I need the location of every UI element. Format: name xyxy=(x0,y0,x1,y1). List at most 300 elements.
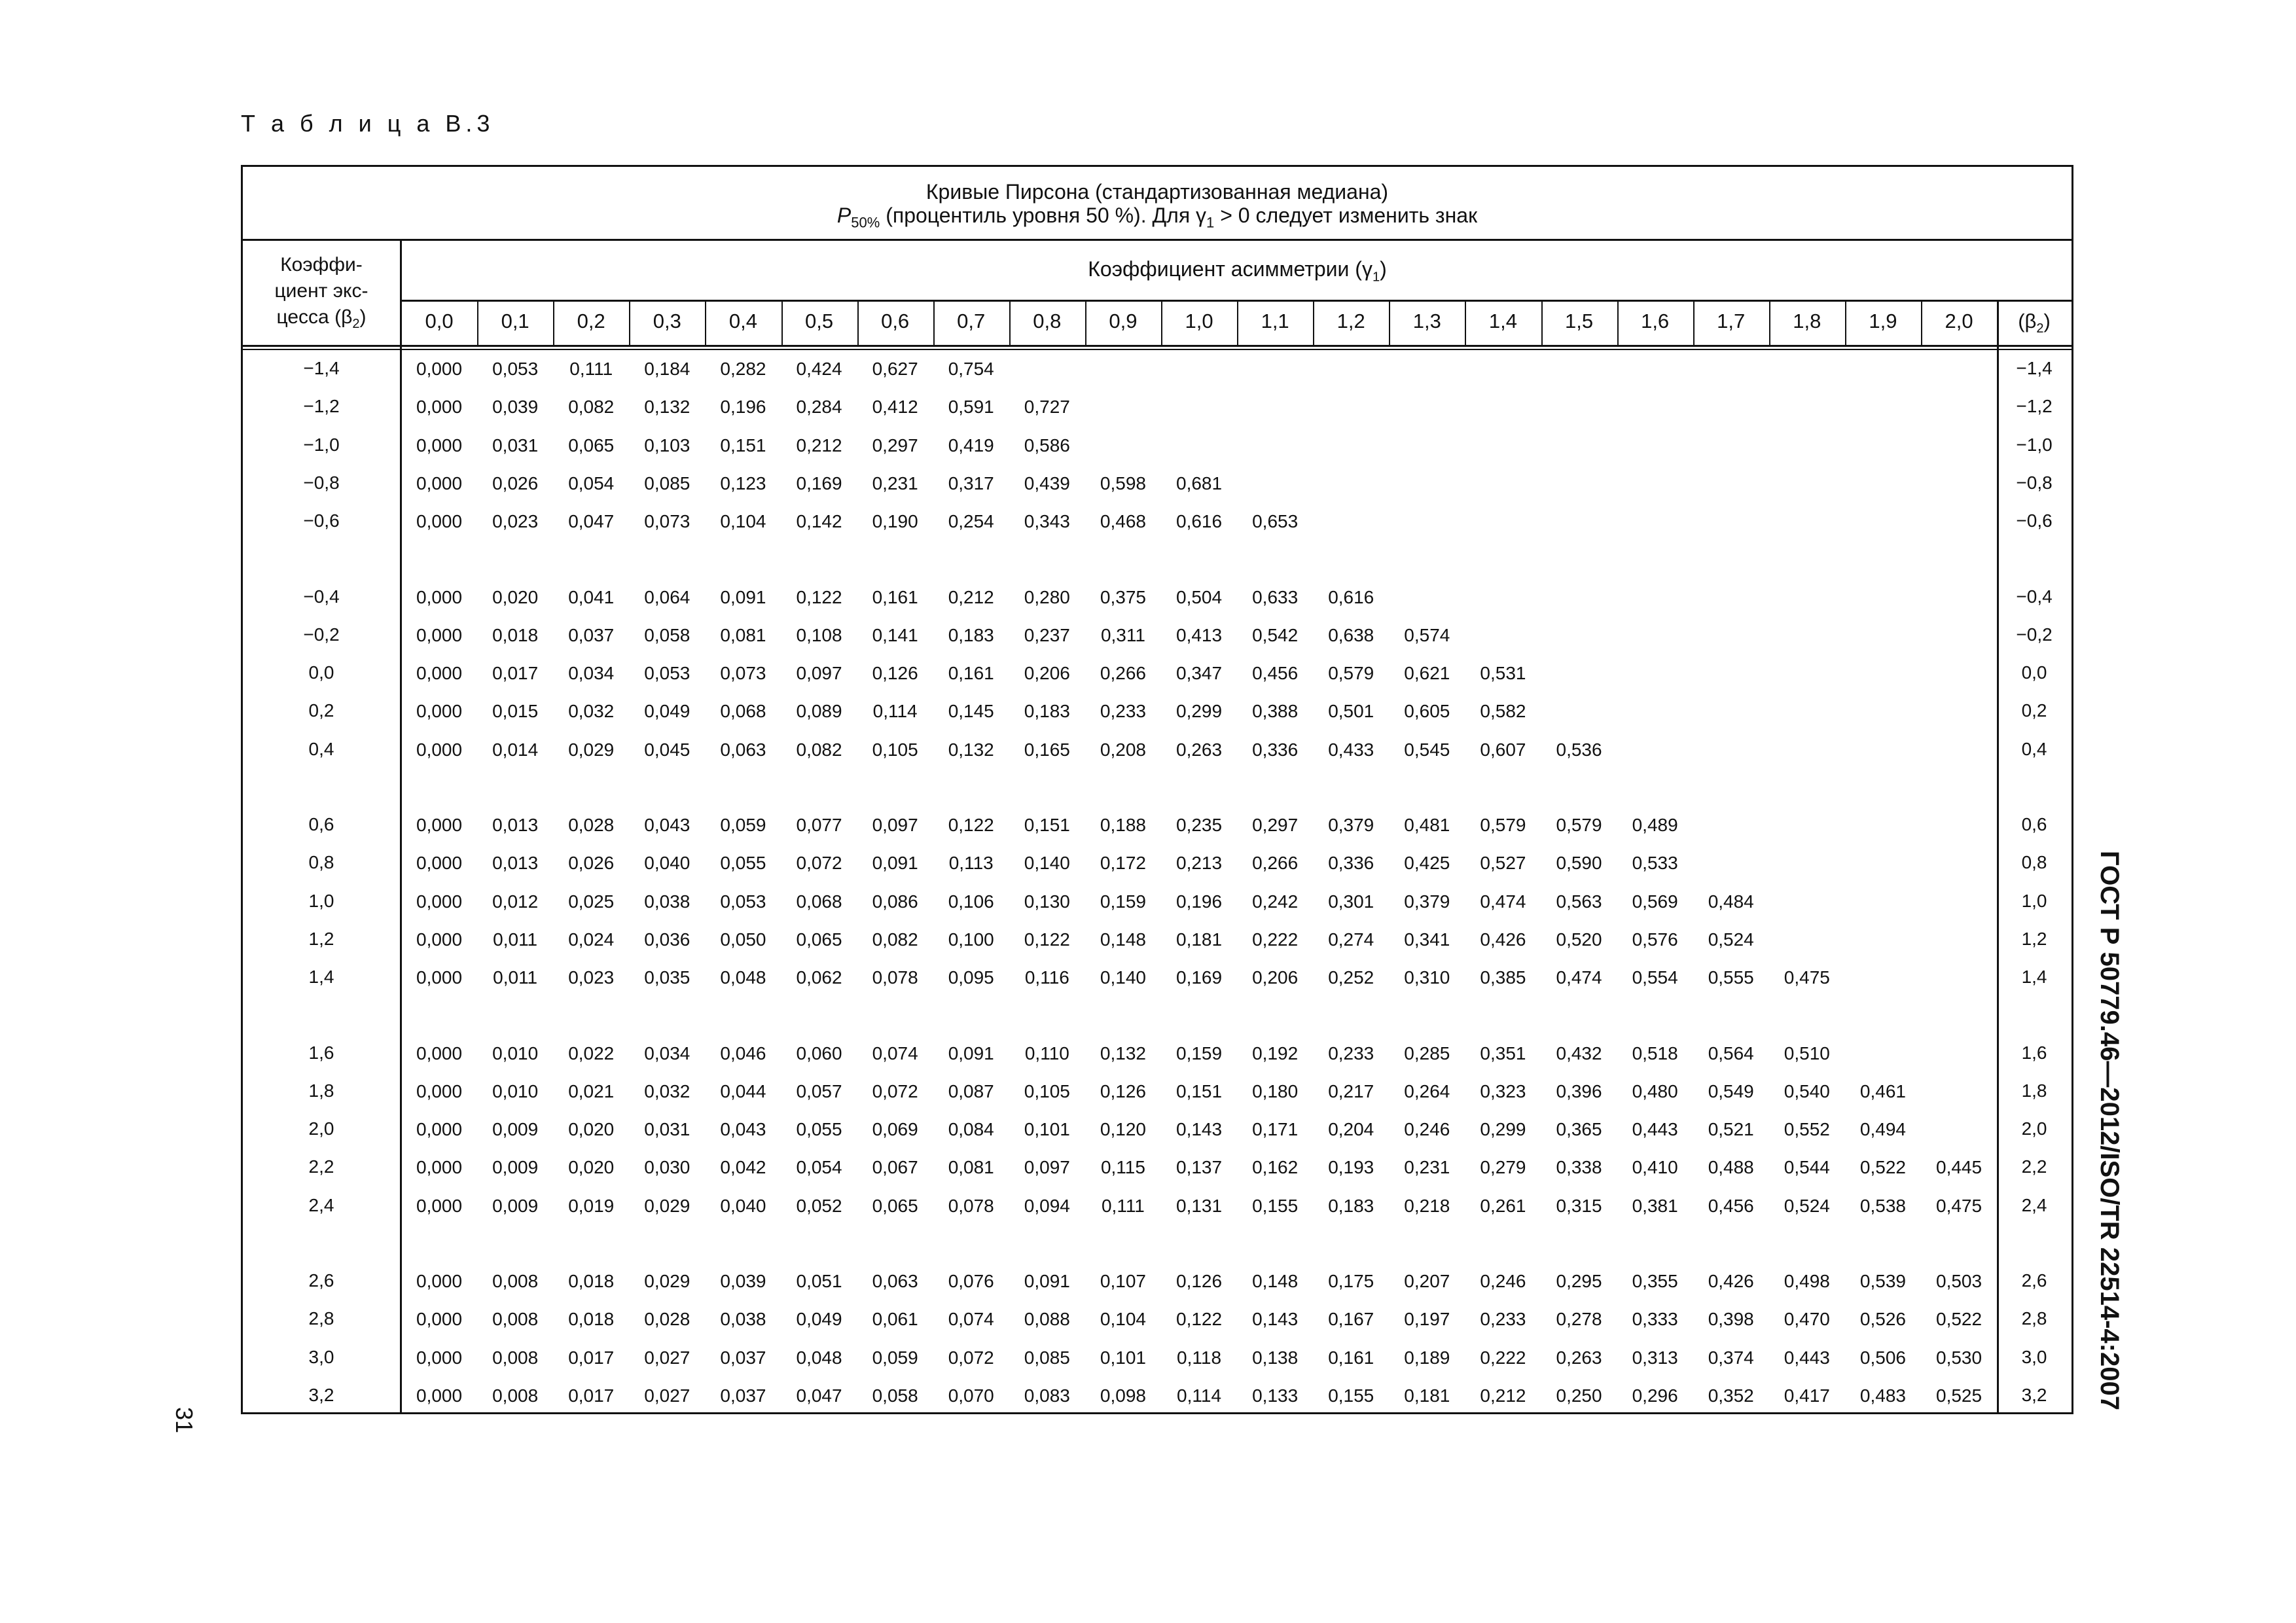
table-cell: 0,020 xyxy=(492,586,539,607)
table-cell: 0,029 xyxy=(644,1271,691,1291)
table-cell: 0,208 xyxy=(1100,739,1146,760)
table-cell: 0,008 xyxy=(492,1347,539,1368)
table-cell: 0,072 xyxy=(872,1080,918,1101)
table-cell: 0,263 xyxy=(1176,739,1223,760)
row-label-left: 3,0 xyxy=(308,1346,334,1367)
table-cell: 0,616 xyxy=(1328,586,1374,607)
table-cell: 0,338 xyxy=(1556,1157,1602,1178)
table-cell: 0,010 xyxy=(492,1043,539,1063)
table-cell: 0,126 xyxy=(872,663,918,684)
table-cell: 0,111 xyxy=(1101,1195,1145,1216)
table-cell: 0,297 xyxy=(1252,815,1299,835)
column-header: 0,6 xyxy=(881,310,910,332)
table-cell: 0,278 xyxy=(1556,1309,1602,1330)
table-cell: 0,000 xyxy=(416,1195,463,1216)
table-cell: 0,246 xyxy=(1404,1119,1450,1140)
table-cell: 0,000 xyxy=(416,1043,463,1063)
table-cell: 0,161 xyxy=(948,663,994,684)
column-header: 2,0 xyxy=(1945,310,1973,332)
table-cell: 0,503 xyxy=(1936,1271,1982,1291)
table-cell: 0,494 xyxy=(1859,1119,1906,1140)
table-cell: 0,088 xyxy=(1024,1309,1070,1330)
table-cell: 0,533 xyxy=(1632,853,1678,874)
table-cell: 0,531 xyxy=(1480,663,1526,684)
table-cell: 0,008 xyxy=(492,1385,539,1406)
table-cell: 0,063 xyxy=(720,739,766,760)
table-cell: 0,038 xyxy=(644,891,691,912)
table-cell: 0,061 xyxy=(872,1309,918,1330)
table-cell: 0,054 xyxy=(568,473,615,493)
row-label-left: 0,4 xyxy=(308,738,334,759)
table-cell: 0,089 xyxy=(796,701,842,722)
table-cell: 0,122 xyxy=(948,815,994,835)
table-cell: 0,355 xyxy=(1632,1271,1678,1291)
table-cell: 0,181 xyxy=(1176,929,1223,950)
table-cell: 0,181 xyxy=(1404,1385,1450,1406)
row-label-right: 0,2 xyxy=(2021,700,2047,721)
table-cell: 0,085 xyxy=(1024,1347,1070,1368)
table-cell: 0,009 xyxy=(492,1119,539,1140)
table-cell: 0,021 xyxy=(568,1080,615,1101)
table-cell: 0,279 xyxy=(1480,1157,1526,1178)
table-cell: 0,082 xyxy=(796,739,842,760)
table-cell: 0,155 xyxy=(1328,1385,1374,1406)
table-cell: 0,212 xyxy=(948,586,994,607)
table-cell: 0,122 xyxy=(796,586,842,607)
table-cell: 0,171 xyxy=(1252,1119,1299,1140)
table-cell: 0,083 xyxy=(1024,1385,1070,1406)
table-cell: 0,076 xyxy=(948,1271,994,1291)
table-cell: 0,501 xyxy=(1328,701,1374,722)
table-cell: 0,552 xyxy=(1784,1119,1830,1140)
table-cell: 0,540 xyxy=(1784,1080,1830,1101)
table-cell: 0,000 xyxy=(416,701,463,722)
table-cell: 0,480 xyxy=(1632,1080,1678,1101)
table-cell: 0,082 xyxy=(568,397,615,418)
table-cell: 0,530 xyxy=(1936,1347,1982,1368)
row-label-right: 0,8 xyxy=(2021,852,2047,873)
table-cell: 0,184 xyxy=(644,359,691,379)
column-header: 0,8 xyxy=(1033,310,1062,332)
table-cell: 0,000 xyxy=(416,586,463,607)
table-cell: 0,539 xyxy=(1859,1271,1906,1291)
table-cell: 0,063 xyxy=(872,1271,918,1291)
table-cell: 0,008 xyxy=(492,1309,539,1330)
table-cell: 0,510 xyxy=(1784,1043,1830,1063)
table-cell: 0,212 xyxy=(1480,1385,1526,1406)
table-cell: 0,091 xyxy=(872,853,918,874)
table-cell: 0,055 xyxy=(796,1119,842,1140)
table-cell: 0,107 xyxy=(1100,1271,1146,1291)
table-cell: 0,048 xyxy=(796,1347,842,1368)
beta-header-close: ) xyxy=(2043,310,2051,332)
table-cell: 0,196 xyxy=(1176,891,1223,912)
table-cell: 0,030 xyxy=(644,1157,691,1178)
table-cell: 0,037 xyxy=(720,1385,766,1406)
table-cell: 0,074 xyxy=(948,1309,994,1330)
table-cell: 0,313 xyxy=(1632,1347,1678,1368)
table-cell: 0,048 xyxy=(720,967,766,988)
table-cell: 0,023 xyxy=(568,967,615,988)
table-cell: 0,183 xyxy=(948,624,994,645)
table-cell: 0,445 xyxy=(1936,1157,1982,1178)
table-cell: 0,159 xyxy=(1100,891,1146,912)
table-cell: 0,012 xyxy=(492,891,539,912)
table-cell: 0,065 xyxy=(872,1195,918,1216)
row-label-left: 0,8 xyxy=(308,852,334,873)
table-cell: 0,555 xyxy=(1708,967,1754,988)
table-cell: 0,022 xyxy=(568,1043,615,1063)
table-cell: 0,018 xyxy=(568,1271,615,1291)
table-cell: 0,028 xyxy=(644,1309,691,1330)
kurtosis-header-line3 xyxy=(243,304,400,337)
table-cell: 0,310 xyxy=(1404,967,1450,988)
table-cell: 0,013 xyxy=(492,815,539,835)
table-cell: 0,579 xyxy=(1556,815,1602,835)
table-cell: 0,000 xyxy=(416,1080,463,1101)
table-cell: 0,155 xyxy=(1252,1195,1299,1216)
table-cell: 0,025 xyxy=(568,891,615,912)
table-cell: 0,032 xyxy=(644,1080,691,1101)
table-cell: 0,295 xyxy=(1556,1271,1602,1291)
row-label-left: 2,0 xyxy=(308,1118,334,1139)
table-cell: 0,607 xyxy=(1480,739,1526,760)
table-cell: 0,132 xyxy=(644,397,691,418)
table-cell: 0,101 xyxy=(1100,1347,1146,1368)
table-cell: 0,564 xyxy=(1708,1043,1754,1063)
table-cell: 0,054 xyxy=(796,1157,842,1178)
table-cell: 0,242 xyxy=(1252,891,1299,912)
table-cell: 0,375 xyxy=(1100,586,1146,607)
table-cell: 0,207 xyxy=(1404,1271,1450,1291)
table-cell: 0,754 xyxy=(948,359,994,379)
table-cell: 0,041 xyxy=(568,586,615,607)
table-cell: 0,110 xyxy=(1024,1043,1069,1063)
table-cell: 0,081 xyxy=(720,624,766,645)
table-cell: 0,266 xyxy=(1252,853,1299,874)
row-label-right: −1,4 xyxy=(2016,358,2053,378)
table-cell: 0,590 xyxy=(1556,853,1602,874)
table-cell: 0,097 xyxy=(796,663,842,684)
table-cell: 0,197 xyxy=(1404,1309,1450,1330)
table-cell: 0,011 xyxy=(493,967,538,988)
table-cell: 0,605 xyxy=(1404,701,1450,722)
table-cell: 0,052 xyxy=(796,1195,842,1216)
table-cell: 0,132 xyxy=(1100,1043,1146,1063)
table-cell: 0,008 xyxy=(492,1271,539,1291)
row-label-right: −0,4 xyxy=(2016,586,2053,607)
table-cell: 0,000 xyxy=(416,1309,463,1330)
table-cell: 0,123 xyxy=(720,473,766,493)
table-cell: 0,058 xyxy=(644,624,691,645)
table-cell: 0,141 xyxy=(872,624,918,645)
table-cell: 0,483 xyxy=(1859,1385,1906,1406)
table-cell: 0,274 xyxy=(1328,929,1374,950)
skewness-header-close: ) xyxy=(1380,257,1387,281)
table-cell: 0,183 xyxy=(1024,701,1070,722)
table-cell: 0,000 xyxy=(416,739,463,760)
row-label-right: 1,6 xyxy=(2021,1042,2047,1063)
table-cell: 0,028 xyxy=(568,815,615,835)
table-cell: 0,072 xyxy=(796,853,842,874)
table-cell: 0,142 xyxy=(796,511,842,532)
column-header: 1,6 xyxy=(1641,310,1670,332)
row-label-left: 1,4 xyxy=(308,967,334,988)
table-cell: 0,598 xyxy=(1100,473,1146,493)
table-cell: 0,031 xyxy=(644,1119,691,1140)
table-cell: 0,554 xyxy=(1632,967,1678,988)
table-cell: 0,065 xyxy=(568,435,615,455)
column-header: 1,2 xyxy=(1336,310,1365,332)
table-cell: 0,113 xyxy=(948,853,994,874)
table-cell: 0,050 xyxy=(720,929,766,950)
beta-header-text: (β xyxy=(2018,310,2037,332)
table-cell: 0,068 xyxy=(796,891,842,912)
table-cell: 0,120 xyxy=(1100,1119,1146,1140)
table-cell: 0,053 xyxy=(492,359,539,379)
table-cell: 0,100 xyxy=(948,929,994,950)
table-cell: 0,582 xyxy=(1480,701,1526,722)
row-label-left: 0,2 xyxy=(308,700,334,721)
table-cell: 0,101 xyxy=(1024,1119,1070,1140)
kurtosis-header-line2: циент экс- xyxy=(274,280,368,302)
table-cell: 0,024 xyxy=(568,929,615,950)
column-header: 1,9 xyxy=(1869,310,1897,332)
row-label-right: −0,6 xyxy=(2016,510,2053,531)
beta-header-subscript: 2 xyxy=(2036,321,2044,336)
table-cell: 0,000 xyxy=(416,967,463,988)
table-cell: 0,098 xyxy=(1100,1385,1146,1406)
table-cell: 0,062 xyxy=(796,967,842,988)
table-cell: 0,078 xyxy=(948,1195,994,1216)
table-cell: 0,073 xyxy=(644,511,691,532)
table-cell: 0,222 xyxy=(1480,1347,1526,1368)
table-cell: 0,132 xyxy=(948,739,994,760)
table-cell: 0,591 xyxy=(948,397,994,418)
table-cell: 0,343 xyxy=(1024,511,1070,532)
column-header: 0,0 xyxy=(425,310,454,332)
table-cell: 0,081 xyxy=(948,1157,994,1178)
table-cell: 0,042 xyxy=(720,1157,766,1178)
row-label-right: −0,2 xyxy=(2016,624,2053,645)
table-cell: 0,065 xyxy=(796,929,842,950)
row-label-left: −0,8 xyxy=(303,472,340,493)
table-cell: 0,188 xyxy=(1100,815,1146,835)
table-cell: 0,576 xyxy=(1632,929,1678,950)
standard-designation: ГОСТ Р 50779.46—2012/ISO/TR 22514-4:2007 xyxy=(2095,851,2124,1410)
row-label-right: 0,0 xyxy=(2021,662,2047,683)
table-cell: 0,038 xyxy=(720,1309,766,1330)
table-cell: 0,522 xyxy=(1859,1157,1906,1178)
table-cell: 0,084 xyxy=(948,1119,994,1140)
table-cell: 0,060 xyxy=(796,1043,842,1063)
table-cell: 0,627 xyxy=(872,359,918,379)
table-cell: 0,026 xyxy=(568,853,615,874)
table-cell: 0,151 xyxy=(1176,1080,1223,1101)
table-cell: 0,103 xyxy=(644,435,691,455)
row-label-right: 2,0 xyxy=(2021,1118,2047,1139)
column-header: 1,7 xyxy=(1717,310,1746,332)
table-cell: 0,031 xyxy=(492,435,539,455)
table-cell: 0,055 xyxy=(720,853,766,874)
table-cell: 0,165 xyxy=(1024,739,1070,760)
table-cell: 0,475 xyxy=(1936,1195,1982,1216)
column-header-divider xyxy=(243,345,2072,347)
table-cell: 0,388 xyxy=(1252,701,1299,722)
table-cell: 0,261 xyxy=(1480,1195,1526,1216)
table-cell: 0,026 xyxy=(492,473,539,493)
row-label-right: 1,0 xyxy=(2021,890,2047,911)
table-cell: 0,419 xyxy=(948,435,994,455)
table-cell: 0,506 xyxy=(1859,1347,1906,1368)
table-cell: 0,175 xyxy=(1328,1271,1374,1291)
table-cell: 0,461 xyxy=(1859,1080,1906,1101)
table-cell: 0,172 xyxy=(1100,853,1146,874)
table-cell: 0,122 xyxy=(1024,929,1070,950)
table-cell: 0,250 xyxy=(1556,1385,1602,1406)
table-cell: 0,015 xyxy=(492,701,539,722)
table-cell: 0,068 xyxy=(720,701,766,722)
table-cell: 0,504 xyxy=(1176,586,1223,607)
table-cell: 0,233 xyxy=(1100,701,1146,722)
table-cell: 0,333 xyxy=(1632,1309,1678,1330)
table-cell: 0,051 xyxy=(796,1271,842,1291)
table-cell: 0,315 xyxy=(1556,1195,1602,1216)
table-cell: 0,151 xyxy=(1024,815,1070,835)
table-cell: 0,282 xyxy=(720,359,766,379)
table-cell: 0,385 xyxy=(1480,967,1526,988)
table-cell: 0,126 xyxy=(1100,1080,1146,1101)
table-cell: 0,569 xyxy=(1632,891,1678,912)
table-cell: 0,374 xyxy=(1708,1347,1754,1368)
table-cell: 0,046 xyxy=(720,1043,766,1063)
beta-column-header xyxy=(1997,310,2072,336)
table-cell: 0,470 xyxy=(1784,1309,1830,1330)
table-cell: 0,020 xyxy=(568,1157,615,1178)
table-cell: 0,034 xyxy=(568,663,615,684)
table-cell: 0,410 xyxy=(1632,1157,1678,1178)
kurtosis-header xyxy=(243,252,400,337)
table-cell: 0,143 xyxy=(1176,1119,1223,1140)
table-cell: 0,091 xyxy=(720,586,766,607)
table-cell: 0,412 xyxy=(872,397,918,418)
column-header: 1,0 xyxy=(1185,310,1213,332)
table-cell: 0,140 xyxy=(1100,967,1146,988)
table-cell: 0,213 xyxy=(1176,853,1223,874)
table-cell: 0,027 xyxy=(644,1347,691,1368)
row-label-left: −0,6 xyxy=(303,510,340,531)
table-cell: 0,381 xyxy=(1632,1195,1678,1216)
table-cell: 0,417 xyxy=(1784,1385,1830,1406)
table-cell: 0,000 xyxy=(416,397,463,418)
row-label-left: 3,2 xyxy=(308,1384,334,1405)
column-header-double-divider xyxy=(243,349,2072,350)
row-label-left: −0,4 xyxy=(303,586,340,607)
table-cell: 0,118 xyxy=(1177,1347,1222,1368)
table-cell: 0,246 xyxy=(1480,1271,1526,1291)
table-cell: 0,035 xyxy=(644,967,691,988)
row-label-right: −1,2 xyxy=(2016,396,2053,417)
table-cell: 0,520 xyxy=(1556,929,1602,950)
table-cell: 0,000 xyxy=(416,853,463,874)
table-cell: 0,034 xyxy=(644,1043,691,1063)
table-cell: 0,094 xyxy=(1024,1195,1070,1216)
table-cell: 0,398 xyxy=(1708,1309,1754,1330)
table-cell: 0,218 xyxy=(1404,1195,1450,1216)
table-cell: 0,000 xyxy=(416,1119,463,1140)
table-cell: 0,023 xyxy=(492,511,539,532)
table-cell: 0,379 xyxy=(1404,891,1450,912)
table-cell: 0,131 xyxy=(1176,1195,1223,1216)
table-cell: 0,151 xyxy=(720,435,766,455)
table-cell: 0,425 xyxy=(1404,853,1450,874)
skewness-header-divider xyxy=(401,300,2072,302)
caption-gamma-subscript: 1 xyxy=(1206,214,1215,231)
table-cell: 0,633 xyxy=(1252,586,1299,607)
row-label-left: −1,0 xyxy=(303,434,340,455)
table-cell: 0,126 xyxy=(1176,1271,1223,1291)
table-cell: 0,169 xyxy=(796,473,842,493)
table-cell: 0,352 xyxy=(1708,1385,1754,1406)
table-cell: 0,104 xyxy=(1100,1309,1146,1330)
row-label-right: 2,6 xyxy=(2021,1270,2047,1291)
column-header: 0,4 xyxy=(728,310,757,332)
table-cell: 0,484 xyxy=(1708,891,1754,912)
table-cell: 0,010 xyxy=(492,1080,539,1101)
table-cell: 0,137 xyxy=(1176,1157,1223,1178)
row-label-left: −0,2 xyxy=(303,624,340,645)
table-cell: 0,621 xyxy=(1404,663,1450,684)
table-cell: 0,443 xyxy=(1784,1347,1830,1368)
table-cell: 0,498 xyxy=(1784,1271,1830,1291)
row-label-left: 1,6 xyxy=(308,1042,334,1063)
table-cell: 0,351 xyxy=(1480,1043,1526,1063)
table-cell: 0,231 xyxy=(872,473,918,493)
table-cell: 0,681 xyxy=(1176,473,1223,493)
table-cell: 0,105 xyxy=(1024,1080,1070,1101)
table-cell: 0,000 xyxy=(416,1347,463,1368)
table-cell: 0,280 xyxy=(1024,586,1070,607)
table-cell: 0,077 xyxy=(796,815,842,835)
column-header: 0,2 xyxy=(577,310,605,332)
table-cell: 0,018 xyxy=(492,624,539,645)
table-cell: 0,019 xyxy=(568,1195,615,1216)
table-cell: 0,037 xyxy=(720,1347,766,1368)
column-header: 0,9 xyxy=(1109,310,1138,332)
table-cell: 0,161 xyxy=(1328,1347,1374,1368)
table-cell: 0,301 xyxy=(1328,891,1374,912)
row-label-right: 2,2 xyxy=(2021,1156,2047,1177)
table-cell: 0,638 xyxy=(1328,624,1374,645)
table-cell: 0,043 xyxy=(644,815,691,835)
table-cell: 0,616 xyxy=(1176,511,1223,532)
table-cell: 0,039 xyxy=(492,397,539,418)
table-cell: 0,443 xyxy=(1632,1119,1678,1140)
table-cell: 0,474 xyxy=(1556,967,1602,988)
table-cell: 0,000 xyxy=(416,435,463,455)
table-cell: 0,264 xyxy=(1404,1080,1450,1101)
table-cell: 0,070 xyxy=(948,1385,994,1406)
table-cell: 0,347 xyxy=(1176,663,1223,684)
row-label-right: −0,8 xyxy=(2016,472,2053,493)
table-cell: 0,039 xyxy=(720,1271,766,1291)
table-caption-line2 xyxy=(243,204,2072,231)
table-cell: 0,027 xyxy=(644,1385,691,1406)
row-label-right: 2,8 xyxy=(2021,1308,2047,1329)
kurtosis-header-line1: Коэффи- xyxy=(280,254,363,276)
table-cell: 0,542 xyxy=(1252,624,1299,645)
table-cell: 0,020 xyxy=(568,1119,615,1140)
